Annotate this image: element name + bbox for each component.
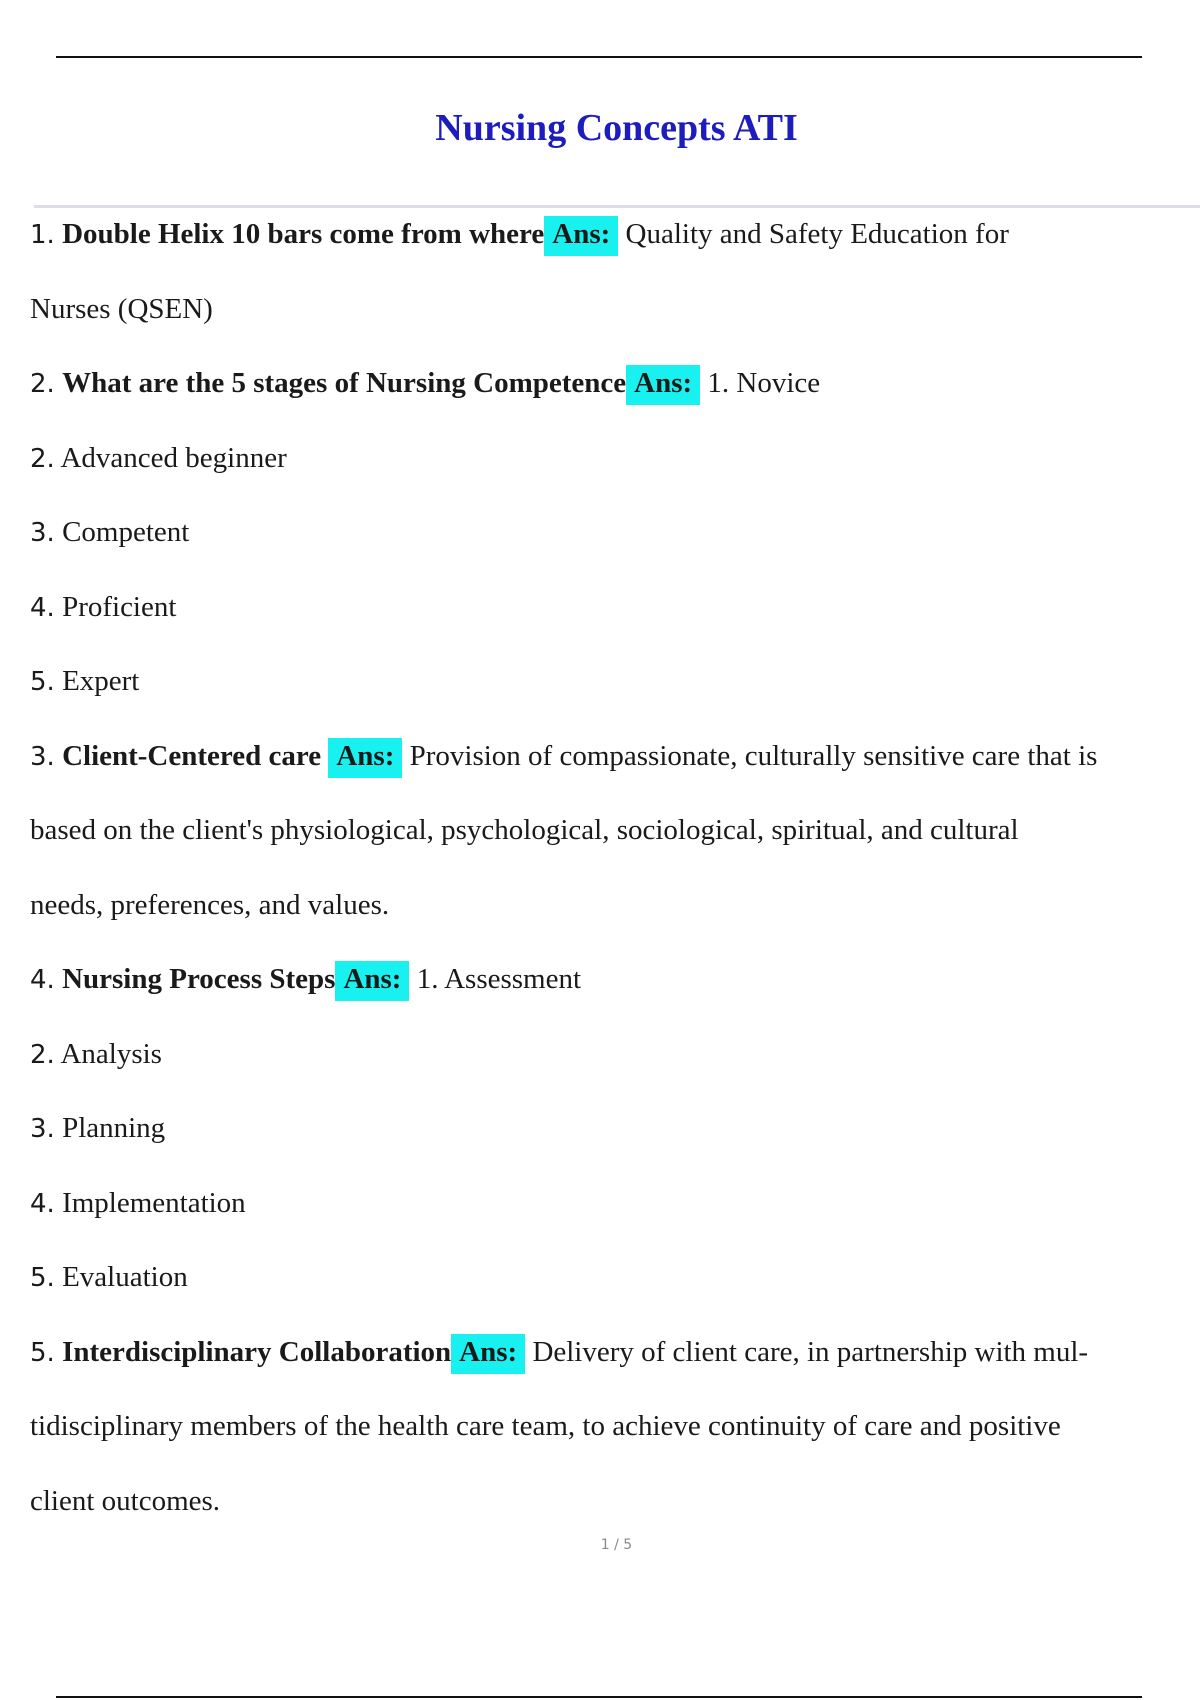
- answer-text: Delivery of client care, in partnership with mul-: [532, 1335, 1089, 1368]
- answer-text: Provision of compassionate, culturally sensitive care that is: [409, 739, 1098, 772]
- list-text: Competent: [62, 516, 190, 548]
- list-item: [30, 1166, 1200, 1241]
- page-number: 1 / 5: [600, 1537, 633, 1553]
- list-item: [30, 644, 1200, 719]
- item-number: 5.: [30, 1337, 55, 1368]
- list-item: [30, 1091, 1200, 1166]
- qa-item-1: [30, 197, 1200, 272]
- question-text: Client-Centered care: [62, 739, 322, 772]
- qa-item-2: [30, 346, 1200, 421]
- answer-text: 1. Assessment: [416, 963, 582, 995]
- list-number: 4.: [30, 1188, 55, 1219]
- item-number: 3.: [30, 741, 55, 772]
- qa-content: [30, 197, 1200, 1538]
- answer-label: Ans:: [328, 738, 402, 778]
- page-title: Nursing Concepts ATI: [435, 107, 798, 149]
- question-text: Nursing Process Steps: [62, 963, 336, 995]
- question-text: Double Helix 10 bars come from where: [62, 218, 545, 250]
- list-text: Proficient: [62, 590, 177, 623]
- question-text: What are the 5 stages of Nursing Competence: [62, 367, 627, 399]
- list-number: 4.: [30, 592, 55, 623]
- answer-label: Ans:: [451, 1334, 525, 1374]
- list-text: Advanced beginner: [60, 441, 287, 474]
- item-number: 1.: [30, 220, 55, 250]
- list-item: [30, 1017, 1200, 1092]
- list-item: [30, 495, 1200, 570]
- answer-label: Ans:: [544, 216, 618, 256]
- list-item: [30, 1240, 1200, 1315]
- list-number: 2.: [30, 1039, 55, 1070]
- list-text: Implementation: [62, 1186, 246, 1219]
- qa-item-3: [30, 719, 1200, 794]
- answer-text: Quality and Safety Education for: [625, 218, 1009, 250]
- answer-continuation: Nurses (QSEN): [30, 292, 213, 325]
- list-number: 3.: [30, 518, 55, 548]
- answer-text: 1. Novice: [707, 367, 821, 399]
- answer-label: Ans:: [626, 365, 700, 405]
- list-number: 2.: [30, 443, 55, 474]
- list-number: 5.: [30, 1263, 55, 1293]
- answer-label: Ans:: [335, 961, 409, 1001]
- answer-continuation: based on the client's physiological, psychological, sociological, spiritual, and cultural: [30, 814, 1019, 846]
- list-item: [30, 570, 1200, 645]
- answer-continuation: tidisciplinary members of the health care team, to achieve continuity of care and positive: [30, 1410, 1061, 1442]
- answer-continuation: needs, preferences, and values.: [30, 888, 390, 921]
- list-text: Evaluation: [62, 1261, 188, 1293]
- top-rule: [56, 56, 1142, 58]
- question-text: Interdisciplinary Collaboration: [62, 1335, 452, 1368]
- item-number: 4.: [30, 965, 55, 995]
- list-number: 5.: [30, 667, 55, 697]
- bottom-rule: [56, 1696, 1142, 1698]
- item-number: 2.: [30, 369, 55, 399]
- list-item: [30, 421, 1200, 496]
- list-number: 3.: [30, 1114, 55, 1144]
- qa-item-4: [30, 942, 1200, 1017]
- qa-item-5: [30, 1315, 1200, 1390]
- list-text: Planning: [62, 1112, 166, 1144]
- list-text: Expert: [62, 665, 140, 697]
- list-text: Analysis: [60, 1037, 162, 1070]
- answer-continuation: client outcomes.: [30, 1484, 221, 1517]
